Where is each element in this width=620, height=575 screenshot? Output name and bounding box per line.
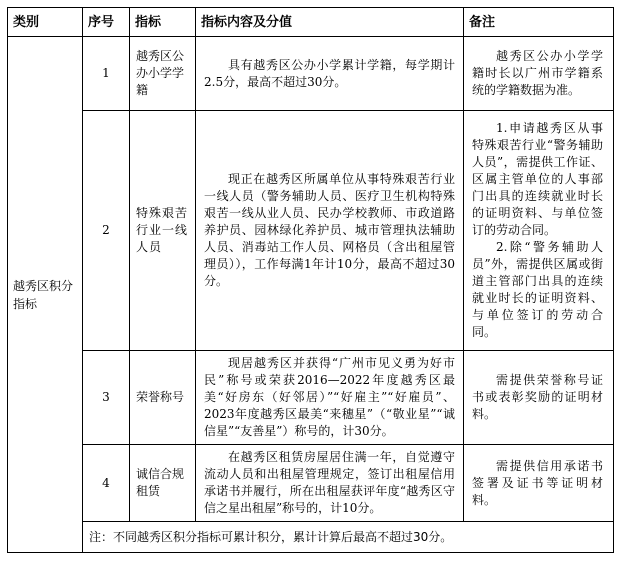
remark-cell [464,111,614,351]
remark-cell [464,445,614,522]
category-cell: 越秀区积分指标 [8,37,83,553]
table-row [8,111,614,351]
seq-cell: 2 [83,111,130,351]
footer-row [8,522,614,553]
remark-paragraph: 越秀区公办小学学籍时长以广州市学籍系统的学籍数据为准。 [472,49,603,97]
indicator-cell: 特殊艰苦行业一线人员 [130,111,196,351]
content-cell: 现正在越秀区所属单位从事特殊艰苦行业一线人员（警务辅助人员、医疗卫生机构特殊艰苦一线从业人员、民办学校教师、市政道路养护员、园林绿化养护员、城市管理执法辅助人员、消毒站工作人员、网格员（含出租屋管理员）），工作每满1年计10分，最高不超过30分。 [196,111,464,351]
indicator-cell: 越秀区公办小学学籍 [130,37,196,111]
header-seq: 序号 [83,8,130,37]
remark-paragraph: 2.除“警务辅助人员”外，需提供区属或街道主管部门出具的连续就业时长的证明资料、与单位签订的劳动合同。 [472,240,603,339]
seq-cell: 3 [83,351,130,445]
header-content: 指标内容及分值 [196,8,464,37]
indicator-cell: 诚信合规租赁 [130,445,196,522]
footer-text: 注：不同越秀区积分指标可累计积分，累计计算后最高不超过30分。 [89,529,453,544]
indicator-cell: 荣誉称号 [130,351,196,445]
content-cell: 现居越秀区并获得“广州市见义勇为好市民”称号或荣获2016—2022年度越秀区最美“好房东（好邻居）”“好雇主”“好雇员”、2023年度越秀区最美“来穗星”（“敬业星”“诚信星”“友善星”）称号的，计30分。 [196,351,464,445]
header-remark: 备注 [464,8,614,37]
content-cell: 在越秀区租赁房屋居住满一年，自觉遵守流动人员和出租屋管理规定，签订出租屋信用承诺书并履行，所在出租屋获评年度“越秀区守信之星出租屋”称号的，计10分。 [196,445,464,522]
remark-paragraph: 需提供荣誉称号证书或表彰奖励的证明材料。 [472,373,603,421]
remark-cell [464,37,614,111]
table-row [8,445,614,522]
content-cell: 具有越秀区公办小学累计学籍，每学期计2.5分，最高不超过30分。 [196,37,464,111]
points-table [7,7,614,553]
table-row [8,37,614,111]
table-row [8,351,614,445]
header-category: 类别 [8,8,83,37]
footer-note [83,522,614,553]
header-row [8,8,614,37]
seq-cell: 1 [83,37,130,111]
header-indicator: 指标 [130,8,196,37]
remark-paragraph: 1.申请越秀区从事特殊艰苦行业“警务辅助人员”，需提供工作证、区属主管单位的人事部门出具的连续就业时长的证明资料、与单位签订的劳动合同。 [472,121,603,237]
remark-cell [464,351,614,445]
remark-paragraph: 需提供信用承诺书签署及证书等证明材料。 [472,458,603,507]
seq-cell: 4 [83,445,130,522]
